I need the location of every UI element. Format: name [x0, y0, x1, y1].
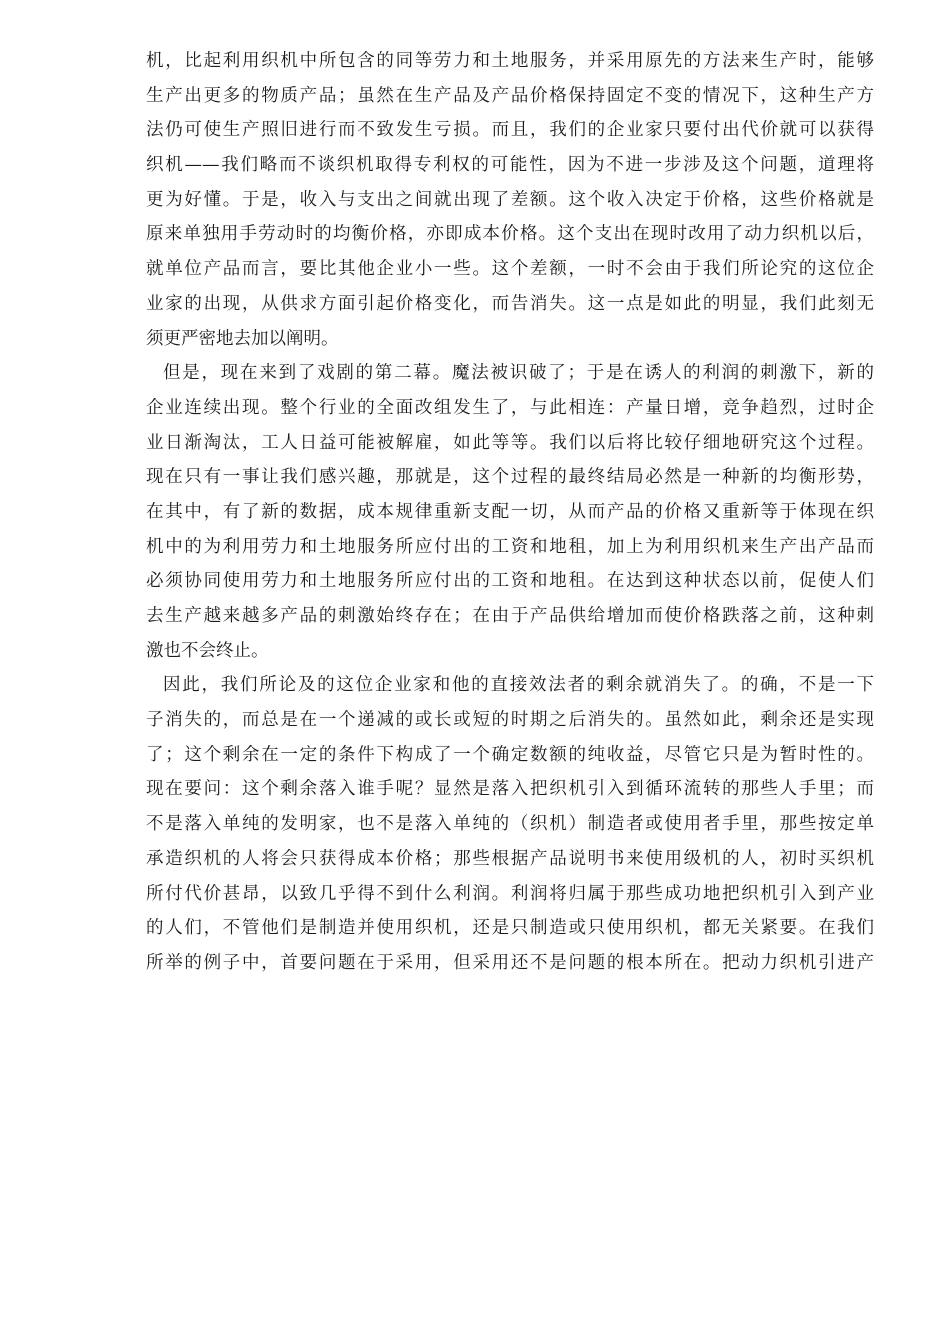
text-line: 必须协同使用劳力和土地服务所应付出的工资和地租。在达到这种状态以前，促使人们 — [146, 571, 874, 592]
text-line: 的人们，不管他们是制造并使用织机，还是只制造或只使用织机，都无关紧要。在我们 — [146, 918, 874, 939]
text-line: 现在只有一事让我们感兴趣，那就是，这个过程的最终结局必然是一种新的均衡形势， — [146, 467, 874, 488]
document-page — [146, 44, 874, 981]
text-line: 承造织机的人将会只获得成本价格；那些根据产品说明书来使用级机的人，初时买织机 — [146, 848, 874, 869]
text-line: 不是落入单纯的发明家，也不是落入单纯的（织机）制造者或使用者手里，那些按定单 — [146, 814, 874, 835]
text-line: 须更严密地去加以阐明。 — [146, 328, 339, 349]
text-line: 业日渐淘汰，工人日益可能被解雇，如此等等。我们以后将比较仔细地研究这个过程。 — [146, 432, 874, 453]
text-line: 所举的例子中，首要问题在于采用，但采用还不是问题的根本所在。把动力织机引进产 — [146, 952, 874, 973]
text-line: 就单位产品而言，要比其他企业小一些。这个差额，一时不会由于我们所论究的这位企 — [146, 259, 874, 280]
text-line: 法仍可使生产照旧进行而不致发生亏损。而且，我们的企业家只要付出代价就可以获得 — [146, 120, 874, 141]
text-line: 去生产越来越多产品的刺激始终存在；在由于产品供给增加而使价格跌落之前，这种刺 — [146, 606, 874, 626]
text-line: 机中的为利用劳力和土地服务所应付出的工资和地租，加上为利用织机来生产出产品而 — [146, 536, 874, 557]
text-line: 企业连续出现。整个行业的全面改组发生了，与此相连：产量日增，竞争趋烈，过时企 — [146, 397, 874, 418]
text-line: 生产出更多的物质产品；虽然在生产品及产品价格保持固定不变的情况下，这种生产方 — [146, 85, 874, 106]
text-line: 织机——我们略而不谈织机取得专利权的可能性，因为不进一步涉及这个问题，道理将 — [146, 155, 874, 176]
text-line: 更为好懂。于是，收入与支出之间就出现了差额。这个收入决定于价格，这些价格就是 — [146, 189, 874, 210]
text-line: 机，比起利用织机中所包含的同等劳力和土地服务，并采用原先的方法来生产时，能够 — [146, 51, 874, 71]
text-line: 所付代价甚昂，以致几乎得不到什么利润。利润将归属于那些成功地把织机引入到产业 — [146, 883, 874, 904]
text-line: 了；这个剩余在一定的条件下构成了一个确定数额的纯收益，尽管它只是为暂时性的。 — [146, 744, 874, 765]
text-line: 子消失的，而总是在一个递减的或长或短的时期之后消失的。虽然如此，剩余还是实现 — [146, 710, 874, 731]
text-line: 在其中，有了新的数据，成本规律重新支配一切，从而产品的价格又重新等于体现在织 — [146, 501, 874, 522]
text-line: 激也不会终止。 — [146, 640, 269, 661]
text-line: 业家的出现，从供求方面引起价格变化，而告消失。这一点是如此的明显，我们此刻无 — [146, 293, 874, 314]
text-line: 原来单独用手劳动时的均衡价格，亦即成本价格。这个支出在现时改用了动力织机以后， — [146, 224, 874, 245]
text-line: 现在要问：这个剩余落入谁手呢？显然是落入把织机引入到循环流转的那些人手里；而 — [146, 779, 874, 800]
text-line: 但是，现在来到了戏剧的第二幕。魔法被识破了；于是在诱人的利润的刺激下，新的 — [163, 363, 874, 384]
text-line: 因此，我们所论及的这位企业家和他的直接效法者的剩余就消失了。的确，不是一下 — [163, 675, 874, 696]
